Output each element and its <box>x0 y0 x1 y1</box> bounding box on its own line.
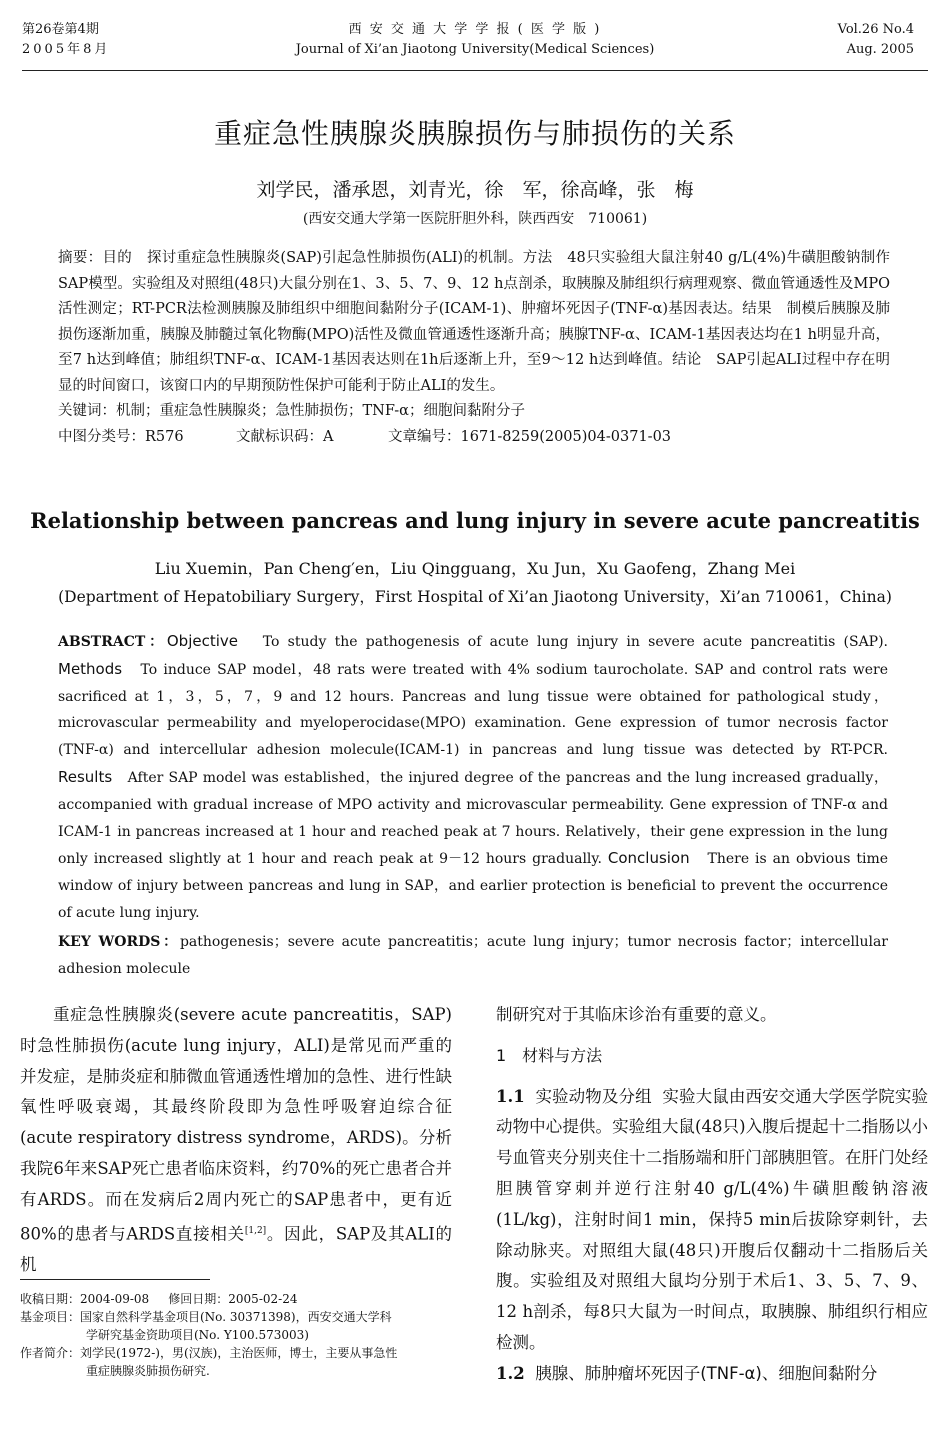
objective-label: Objective <box>166 632 239 650</box>
header-divider <box>22 70 928 71</box>
section-1-1-text: 实验大鼠由西安交通大学医学院实验动物中心提供。实验组大鼠(48只)入腹后提起十二指肠以小号血管夹分别夹住十二指肠端和肝门部胰胆管。在肝门处经胆胰管穿刺并逆行注射40 g/L(4%)牛磺胆酸钠溶液(1L/kg)，注射时间1 min，保持5 min后拔除穿刺针，去除动脉夹。对照组大鼠(48只)开腹后仅翻动十二指肠后关腹。实验组及对照组大鼠均分别于术后1、3、5、7、9、12 h剖杀，每8只大鼠为一时间点，取胰腺、肺组织行相应检测。 <box>496 1086 929 1352</box>
affiliation-cn: (西安交通大学第一医院肝胆外科，陕西西安 710061) <box>302 211 648 227</box>
intro-paragraph <box>20 1000 452 1281</box>
section-heading-1: 1 材料与方法 <box>496 1045 603 1065</box>
volume-number: Vol.26 No.4 <box>837 22 914 37</box>
intro-continuation: 制研究对于其临床诊治有重要的意义。 <box>496 1005 777 1024</box>
conclusion-text: There is an obvious time window of injury between pancreas and lung in SAP，and earlier protection is beneficial to prevent the occurrence of acute lung injury. <box>58 851 889 921</box>
issue-number: 第26卷第4期 <box>22 22 99 37</box>
journal-name-cn: 西 安 交 通 大 学 学 报 ( 医 学 版 ) <box>348 22 602 37</box>
results-text: After SAP model was established，the injured degree of the pancreas and the lung increased gradually，accompanied with gradual increase of MPO activity and microvascular permeability. Gene expression of TNF-α and ICAM-1 in pancreas increased at 1 hour and reached peak at 7 hours. Relatively，their gene expression in the lung only increased slightly at 1 hour and reach peak at 9－12 hours gradually. <box>58 769 889 868</box>
footnotes <box>20 1290 452 1380</box>
author-bio-line-1: 作者简介：刘学民(1972-)，男(汉族)，主治医师，博士，主要从事急性 <box>20 1346 398 1360</box>
conclusion-label: Conclusion <box>607 849 690 868</box>
affiliation-en: (Department of Hepatobiliary Surgery，First Hospital of Xi’an Jiaotong University，Xi’an 710061，China) <box>58 588 892 606</box>
section-1-2 <box>496 1359 928 1390</box>
intro-text-tail: 。因此，SAP及其ALI的机 <box>20 1224 452 1274</box>
keywords-cn: 关键词：机制；重症急性胰腺炎；急性肺损伤；TNF-α；细胞间黏附分子 <box>58 403 525 419</box>
objective-text: To study the pathogenesis of acute lung injury in severe acute pancreatitis (SAP). <box>262 634 889 650</box>
abstract-cn <box>58 246 890 450</box>
keywords-en-label: KEY WORDS： <box>58 933 180 950</box>
article-number: 文章编号：1671-8259(2005)04-0371-03 <box>388 428 672 445</box>
abstract-label: ABSTRACT： <box>58 634 167 650</box>
classification-line <box>58 425 890 451</box>
methods-text: To induce SAP model，48 rats were treated with 4% sodium taurocholate. SAP and control rats were sacrificed at 1，3，5，7，9 and 12 hours. Pancreas and lung tissue were obtained for pathological study，microvascular permeability and myeloperocidase(MPO) examination. Gene expression of tumor necrosis factor (TNF-α) and intercellular adhesion molecule(ICAM-1) in pancreas and lung tissue was detected by RT-PCR. <box>58 661 888 759</box>
abstract-cn-text: 摘要：目的 探讨重症急性胰腺炎(SAP)引起急性肺损伤(ALI)的机制。方法 48只实验组大鼠注射40 g/L(4%)牛磺胆酸钠制作SAP模型。实验组及对照组(48只)大鼠分别在1、3、5、7、9、12 h点剖杀，取胰腺及肺组织行病理观察、微血管通透性及MPO活性测定；RT-PCR法检测胰腺及肺组织中细胞间黏附分子(ICAM-1)、肿瘤坏死因子(TNF-α)基因表达。结果 制模后胰腺及肺损伤逐渐加重，胰腺及肺髓过氧化物酶(MPO)活性及微血管通透性逐渐升高；胰腺TNF-α、ICAM-1基因表达均在1 h明显升高，至7 h达到峰值；肺组织TNF-α、ICAM-1基因表达则在1h后逐渐上升，至9～12 h达到峰值。结论 SAP引起ALI过程中存在明显的时间窗口，该窗口内的早期预防性保护可能利于防止ALI的发生。 <box>58 250 890 394</box>
section-1-2-number: 1.2 <box>496 1363 525 1383</box>
section-1-1 <box>496 1082 928 1359</box>
authors-en: Liu Xuemin，Pan Cheng′en，Liu Qingguang，Xu Jun，Xu Gaofeng，Zhang Mei <box>154 559 796 578</box>
journal-name-en: Journal of Xi’an Jiaotong University(Medical Sciences) <box>295 42 655 57</box>
revised-date: 修回日期：2005-02-24 <box>168 1292 298 1306</box>
document-code: 文献标识码：A <box>236 428 334 445</box>
author-bio-line-2: 重症胰腺炎肺损伤研究. <box>86 1364 210 1378</box>
fund-line-1: 基金项目：国家自然科学基金项目(No. 30371398)，西安交通大学科 <box>20 1310 392 1324</box>
footnote-divider <box>20 1279 210 1280</box>
body-left-column <box>20 1000 452 1281</box>
dates-line <box>20 1290 452 1308</box>
issue-date: 2005年8月 <box>22 42 111 57</box>
received-date: 收稿日期：2004-09-08 <box>20 1292 150 1306</box>
results-label: Results <box>58 767 113 786</box>
abstract-en-text <box>58 628 888 927</box>
keywords-en-text: pathogenesis；severe acute pancreatitis；acute lung injury；tumor necrosis factor；intercellular adhesion molecule <box>58 933 888 977</box>
section-1-2-title: 胰腺、肺肿瘤坏死因子(TNF-α)、细胞间黏附分 <box>535 1363 878 1383</box>
article-title-cn: 重症急性胰腺炎胰腺损伤与肺损伤的关系 <box>213 117 736 150</box>
issue-info-en <box>838 20 914 60</box>
article-title-en: Relationship between pancreas and lung injury in severe acute pancreatitis <box>30 508 920 533</box>
body-right-column <box>496 1000 928 1390</box>
authors-cn: 刘学民，潘承恩，刘青光，徐 军，徐高峰，张 梅 <box>256 179 694 201</box>
intro-text: 重症急性胰腺炎(severe acute pancreatitis，SAP)时急性肺损伤(acute lung injury，ALI)是常见而严重的并发症，是肺炎症和肺微血管通透性增加的急性、进行性缺氧性呼吸衰竭，其最终阶段即为急性呼吸窘迫综合征(acute respiratory distress syndrome，ARDS)。分析我院6年来SAP死亡患者临床资料，约70%的死亡患者合并有ARDS。而在发病后2周内死亡的SAP患者中，更有近80%的患者与ARDS直接相关 <box>20 1005 452 1244</box>
issue-date-en: Aug. 2005 <box>846 42 914 57</box>
citation-ref: [1,2] <box>244 1225 267 1236</box>
fund-line-2: 学研究基金资助项目(No. Y100.573003) <box>86 1328 309 1342</box>
methods-label: Methods <box>58 659 123 678</box>
journal-name <box>0 20 950 60</box>
keywords-en <box>58 929 888 983</box>
section-1-1-title: 实验动物及分组 <box>535 1086 652 1106</box>
clc-number: 中图分类号：R576 <box>58 428 184 445</box>
section-1-1-number: 1.1 <box>496 1086 525 1106</box>
abstract-en <box>58 628 888 982</box>
